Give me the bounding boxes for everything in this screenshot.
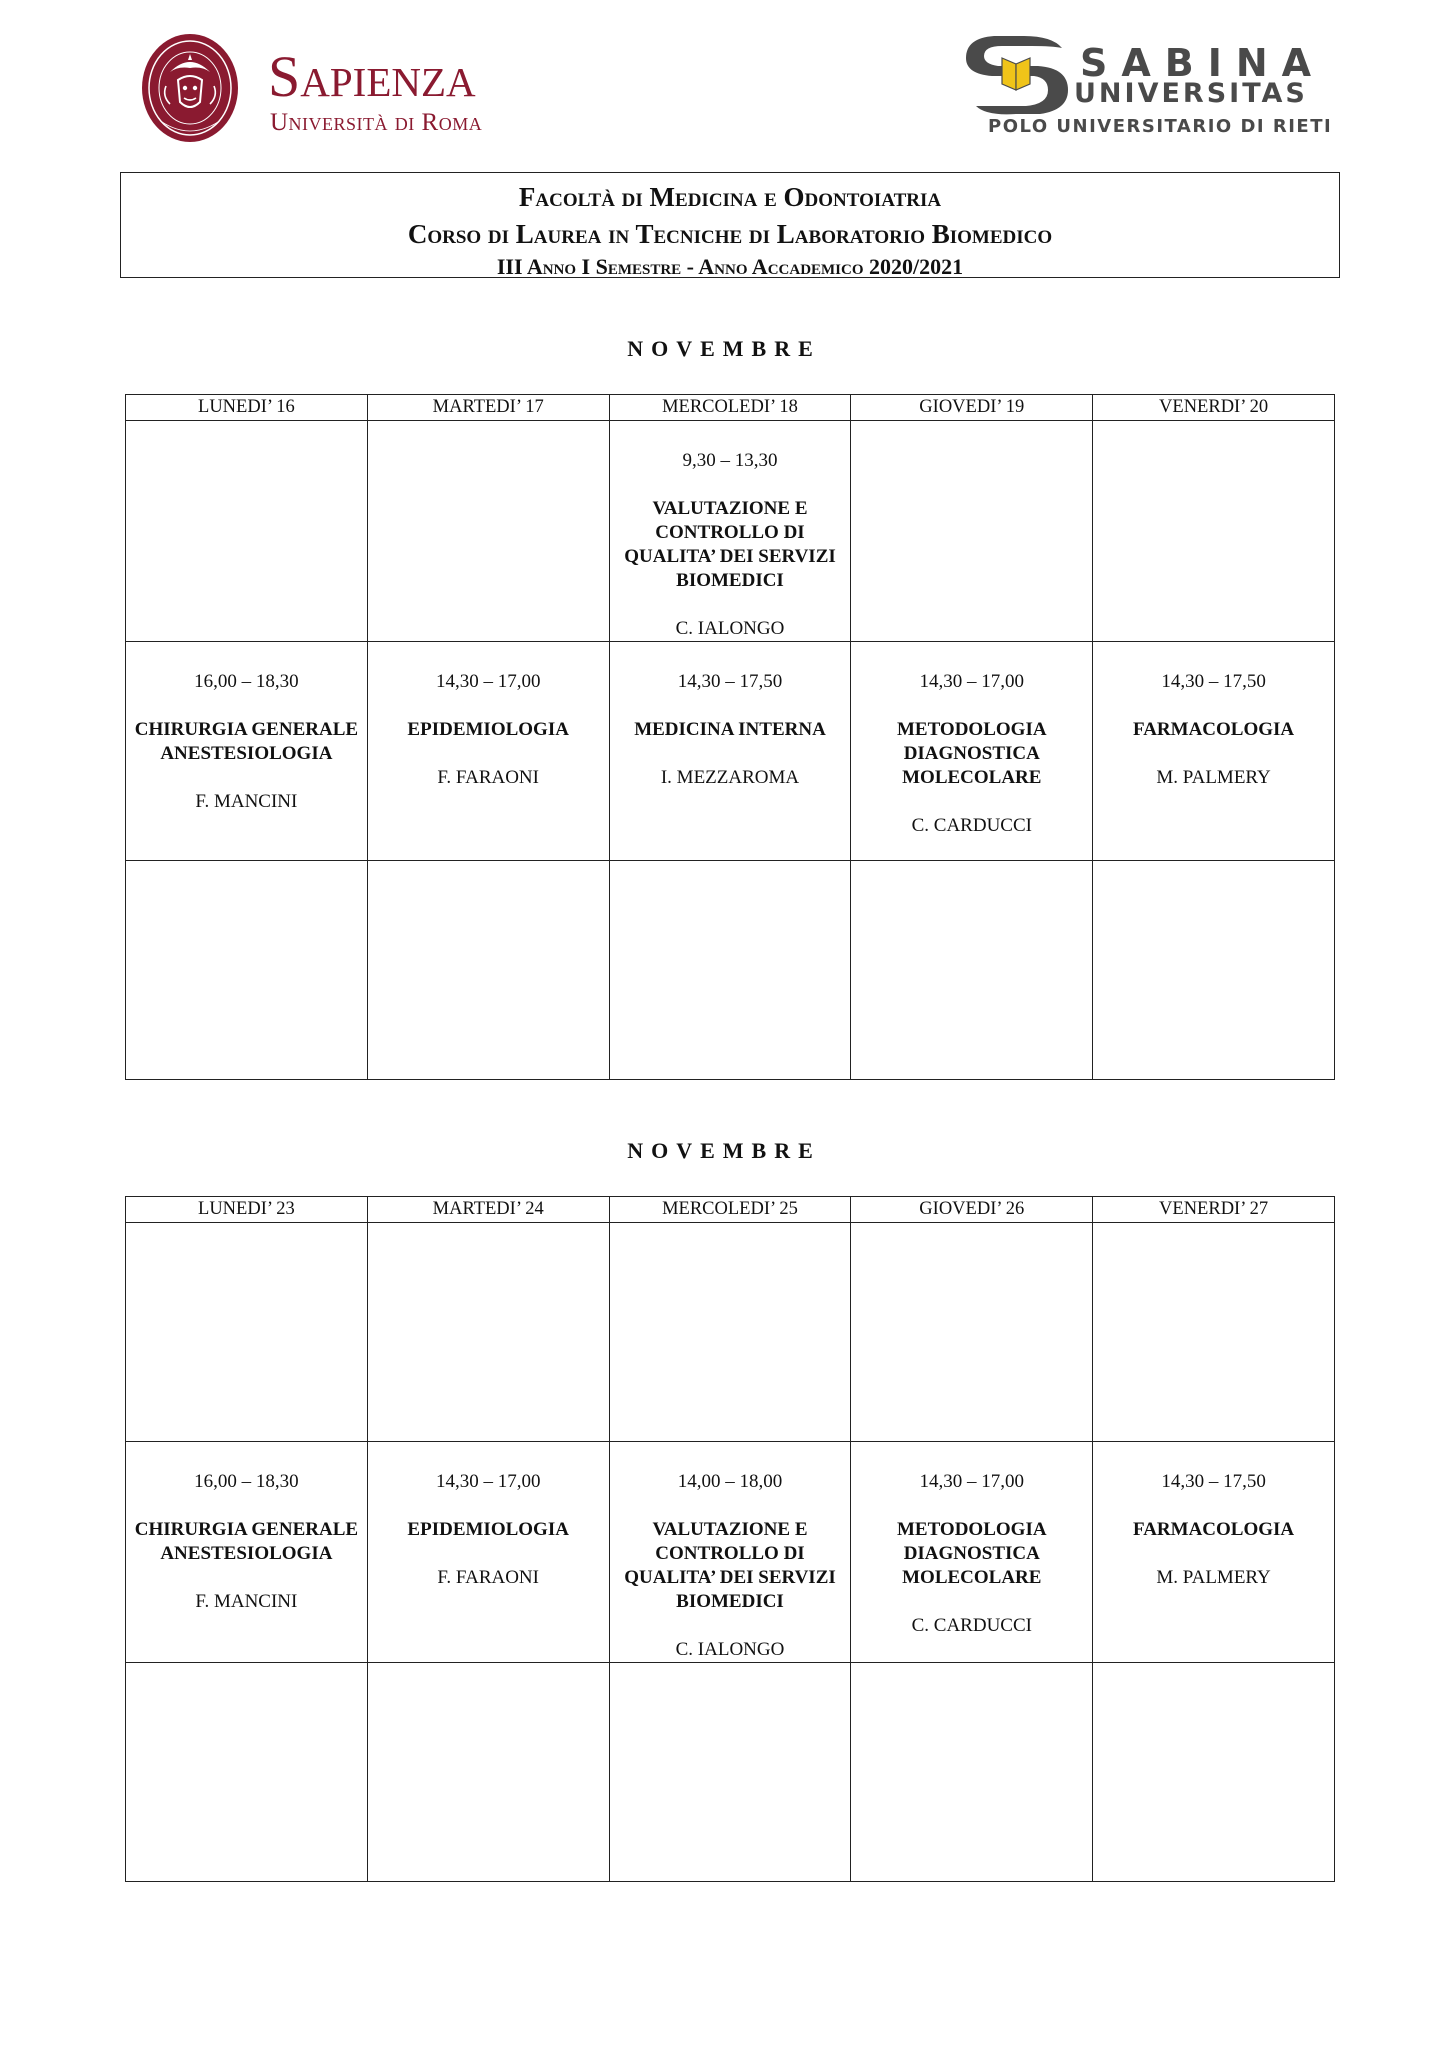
schedule-cell [367,1663,609,1882]
lesson [616,421,845,641]
schedule-cell [126,642,368,861]
schedule-cell [851,861,1093,1080]
sapienza-seal-icon [140,32,240,144]
lesson [857,642,1086,838]
schedule-cell [126,861,368,1080]
schedule-cell [851,1663,1093,1882]
lesson-time: 16,00 – 18,30 [194,1471,299,1492]
schedule-table-week-1 [125,394,1335,1080]
sabina-universitas-logo [962,30,1333,150]
schedule-cell [126,1663,368,1882]
day-header-row [126,395,1335,421]
day-header: GIOVEDI’ 19 [851,395,1093,421]
month-title: NOVEMBRE [627,336,821,361]
lesson-subject: VALUTAZIONE E CONTROLLO DI QUALITA’ DEI SERVIZI BIOMEDICI [624,1519,836,1612]
lesson-subject: CHIRURGIA GENERALE ANESTESIOLOGIA [134,1519,359,1564]
day-header: MARTEDI’ 24 [367,1197,609,1223]
schedule-cell [851,1223,1093,1442]
lesson-time: 9,30 – 13,30 [682,450,778,471]
schedule-cell [609,1663,851,1882]
lesson-teacher: C. IALONGO [675,618,785,639]
month-title: NOVEMBRE [627,1138,821,1163]
lesson-teacher: F. FARAONI [437,767,539,788]
lesson-subject: EPIDEMIOLOGIA [407,719,569,740]
sabina-name: SABINA [1080,41,1326,85]
lesson-subject: METODOLOGIA DIAGNOSTICA MOLECOLARE [897,1519,1047,1588]
schedule-cell [609,861,851,1080]
day-header: GIOVEDI’ 26 [851,1197,1093,1223]
schedule-cell [609,1442,851,1663]
schedule-cell [367,421,609,642]
lesson-teacher: C. IALONGO [675,1639,785,1660]
lesson-subject: EPIDEMIOLOGIA [407,1519,569,1540]
lesson-time: 14,30 – 17,50 [1161,671,1266,692]
lesson-subject: METODOLOGIA DIAGNOSTICA MOLECOLARE [897,719,1047,788]
schedule-cell [1093,1663,1335,1882]
schedule-cell [851,642,1093,861]
sabina-tagline: POLO UNIVERSITARIO DI RIETI [988,116,1333,137]
lesson-subject: FARMACOLOGIA [1133,1519,1295,1540]
lesson [616,1442,845,1662]
schedule-cell [851,1442,1093,1663]
day-header: VENERDI’ 27 [1093,1197,1335,1223]
lesson-time: 14,30 – 17,50 [1161,1471,1266,1492]
day-header: MERCOLEDI’ 18 [609,395,851,421]
course-name: Corso di Laurea in Tecniche di Laboratorio Biomedico [407,219,1053,249]
schedule-cell [609,1223,851,1442]
time-slot-row [126,1223,1335,1442]
lesson [857,1442,1086,1638]
time-slot-row [126,1663,1335,1882]
lesson-time: 14,30 – 17,00 [919,1471,1025,1492]
day-header-row [126,1197,1335,1223]
lesson-time: 14,30 – 17,00 [919,671,1025,692]
lesson-teacher: F. MANCINI [195,1591,298,1612]
schedule-cell [609,421,851,642]
time-slot-row [126,642,1335,861]
lesson-time: 16,00 – 18,30 [194,671,299,692]
lesson-teacher: F. MANCINI [195,791,298,812]
lesson-subject: VALUTAZIONE E CONTROLLO DI QUALITA’ DEI SERVIZI BIOMEDICI [624,498,836,591]
schedule-table-week-2 [125,1196,1335,1882]
lesson-time: 14,30 – 17,00 [435,1471,541,1492]
sapienza-name: Sapienza [268,44,476,109]
schedule-cell [1093,861,1335,1080]
lesson [132,642,361,814]
lesson-teacher: F. FARAONI [437,1567,539,1588]
schedule-cell [1093,1442,1335,1663]
academic-year: III Anno I Semestre - Anno Accademico 2020/2021 [496,254,964,279]
time-slot-row [126,421,1335,642]
lesson-teacher: C. CARDUCCI [911,815,1032,836]
time-slot-row [126,1442,1335,1663]
sabina-subname: UNIVERSITAS [1074,78,1308,109]
schedule-cell [126,1223,368,1442]
schedule-cell [1093,642,1335,861]
day-header: VENERDI’ 20 [1093,395,1335,421]
lesson-time: 14,30 – 17,50 [677,671,783,692]
time-slot-row [126,861,1335,1080]
schedule-cell [126,421,368,642]
lesson-teacher: M. PALMERY [1156,1567,1271,1588]
day-header: LUNEDI’ 16 [126,395,368,421]
faculty-name: Facoltà di Medicina e Odontoiatria [518,182,942,212]
lesson [1099,1442,1328,1590]
day-header: MERCOLEDI’ 25 [609,1197,851,1223]
lesson-subject: CHIRURGIA GENERALE ANESTESIOLOGIA [134,719,359,764]
sabina-book-icon [962,34,1072,116]
day-header: MARTEDI’ 17 [367,395,609,421]
lesson-subject: MEDICINA INTERNA [634,719,826,740]
lesson-teacher: C. CARDUCCI [911,1615,1032,1636]
lesson-teacher: M. PALMERY [1156,767,1271,788]
day-header: LUNEDI’ 23 [126,1197,368,1223]
schedule-cell [609,642,851,861]
schedule-cell [367,861,609,1080]
faculty-header [120,172,1340,278]
lesson [132,1442,361,1614]
schedule-cell [1093,421,1335,642]
lesson-subject: FARMACOLOGIA [1133,719,1295,740]
schedule-cell [851,421,1093,642]
lesson-time: 14,30 – 17,00 [435,671,541,692]
sapienza-subtitle: Università di Roma [270,109,483,136]
schedule-cell [367,642,609,861]
lesson [374,642,603,790]
schedule-cell [367,1442,609,1663]
lesson [374,1442,603,1590]
lesson-time: 14,00 – 18,00 [677,1471,783,1492]
lesson [1099,642,1328,790]
sapienza-logo [140,32,540,152]
schedule-cell [126,1442,368,1663]
schedule-cell [1093,1223,1335,1442]
lesson [616,642,845,790]
lesson-teacher: I. MEZZAROMA [660,767,800,788]
schedule-cell [367,1223,609,1442]
